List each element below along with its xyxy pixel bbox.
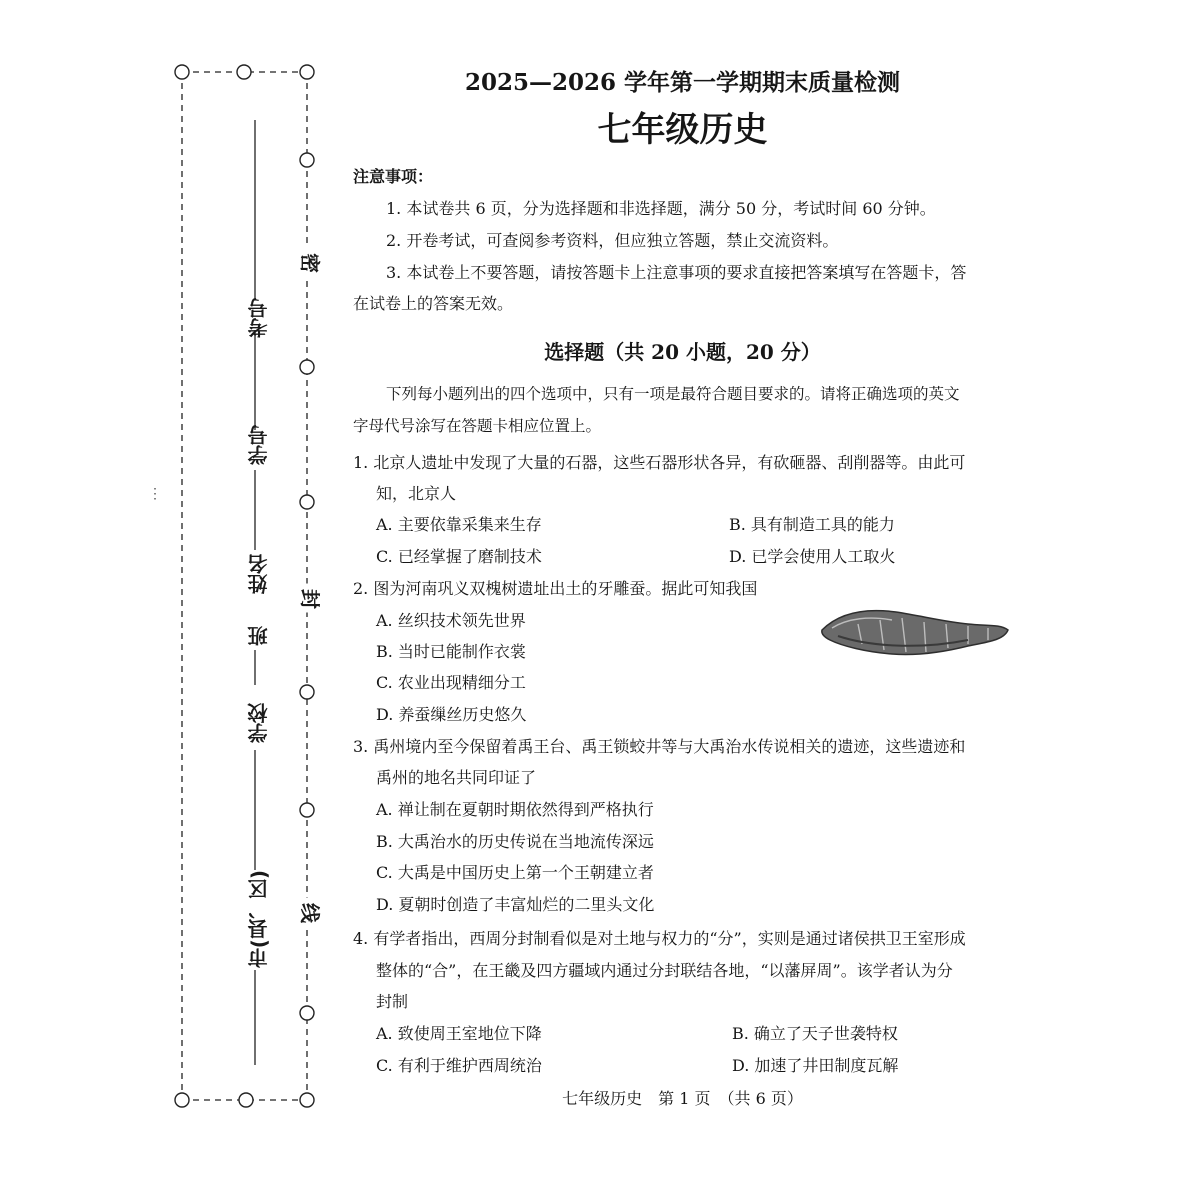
question-2-option-b[interactable]: B. 当时已能制作衣裳 — [376, 642, 526, 661]
exam-title-line1: 2025—2026 学年第一学期期末质量检测 — [464, 69, 901, 96]
ivory-silkworm-photo — [818, 602, 1010, 662]
question-3-stem: 3. 禹州境内至今保留着禹王台、禹王锁蛟井等与大禹治水传说相关的遗迹，这些遗迹和 — [353, 737, 966, 756]
section-instruction: 下列每小题列出的四个选项中，只有一项是最符合题目要求的。请将正确选项的英文 — [386, 385, 960, 403]
note-item: 2. 开卷考试，可查阅参考资料，但应独立答题，禁止交流资料。 — [386, 231, 839, 250]
seal-char-mi: 密 — [301, 248, 321, 277]
class-label: 班 — [247, 626, 271, 646]
seal-char-xian: 线 — [301, 898, 321, 927]
question-3-option-a[interactable]: A. 禅让制在夏朝时期依然得到严格执行 — [376, 800, 654, 819]
exam-number-label: 考号 — [247, 298, 271, 338]
notes-heading: 注意事项： — [353, 167, 434, 186]
margin-dots: ⋮ — [148, 486, 162, 502]
name-label: 姓名 — [247, 554, 271, 594]
page-footer: 七年级历史 第 1 页 （共 6 页） — [562, 1089, 803, 1108]
question-2-option-c[interactable]: C. 农业出现精细分工 — [376, 673, 526, 692]
note-item: 1. 本试卷共 6 页，分为选择题和非选择题，满分 50 分，考试时间 60 分钟。 — [386, 199, 936, 218]
question-1-option-a[interactable]: A. 主要依靠采集来生存 — [376, 515, 542, 534]
question-2-stem: 2. 图为河南巩义双槐树遗址出土的牙雕蚕。据此可知我国 — [353, 579, 758, 598]
question-1-option-c[interactable]: C. 已经掌握了磨制技术 — [376, 547, 542, 566]
question-2-option-a[interactable]: A. 丝织技术领先世界 — [376, 611, 526, 630]
question-4-option-a[interactable]: A. 致使周王室地位下降 — [376, 1024, 542, 1043]
question-1-option-d[interactable]: D. 已学会使用人工取火 — [729, 547, 896, 566]
question-4-stem: 封制 — [376, 992, 409, 1011]
section-title: 选择题（共 20 小题，20 分） — [544, 340, 821, 364]
question-4-option-c[interactable]: C. 有利于维护西周统治 — [376, 1056, 542, 1075]
question-1-stem: 1. 北京人遗址中发现了大量的石器，这些石器形状各异，有砍砸器、刮削器等。由此可 — [353, 453, 966, 472]
question-3-option-c[interactable]: C. 大禹是中国历史上第一个王朝建立者 — [376, 863, 654, 882]
seal-char-feng: 封 — [301, 584, 321, 613]
school-label: 学校 — [247, 703, 271, 743]
question-1-option-b[interactable]: B. 具有制造工具的能力 — [729, 515, 895, 534]
section-instruction: 字母代号涂写在答题卡相应位置上。 — [353, 417, 602, 435]
note-item: 在试卷上的答案无效。 — [353, 294, 514, 313]
question-3-option-d[interactable]: D. 夏朝时创造了丰富灿烂的二里头文化 — [376, 895, 655, 914]
question-3-option-b[interactable]: B. 大禹治水的历史传说在当地流传深远 — [376, 832, 654, 851]
question-4-option-b[interactable]: B. 确立了天子世袭特权 — [732, 1024, 898, 1043]
note-item: 3. 本试卷上不要答题，请按答题卡上注意事项的要求直接把答案填写在答题卡，答 — [386, 263, 967, 282]
exam-title-subject: 七年级历史 — [597, 110, 768, 150]
question-1-stem: 知，北京人 — [376, 484, 457, 503]
student-id-label: 学号 — [247, 425, 271, 465]
city-district-label: 市(县、区) — [247, 870, 271, 969]
question-3-stem: 禹州的地名共同印证了 — [376, 768, 537, 787]
question-2-option-d[interactable]: D. 养蚕缫丝历史悠久 — [376, 705, 527, 724]
question-4-stem: 整体的“合”，在王畿及四方疆域内通过分封联结各地，“以藩屏周”。该学者认为分 — [376, 961, 953, 980]
binding-margin — [168, 60, 328, 1116]
question-4-option-d[interactable]: D. 加速了井田制度瓦解 — [732, 1056, 899, 1075]
question-4-stem: 4. 有学者指出，西周分封制看似是对土地与权力的“分”，实则是通过诸侯拱卫王室形成 — [353, 929, 966, 948]
